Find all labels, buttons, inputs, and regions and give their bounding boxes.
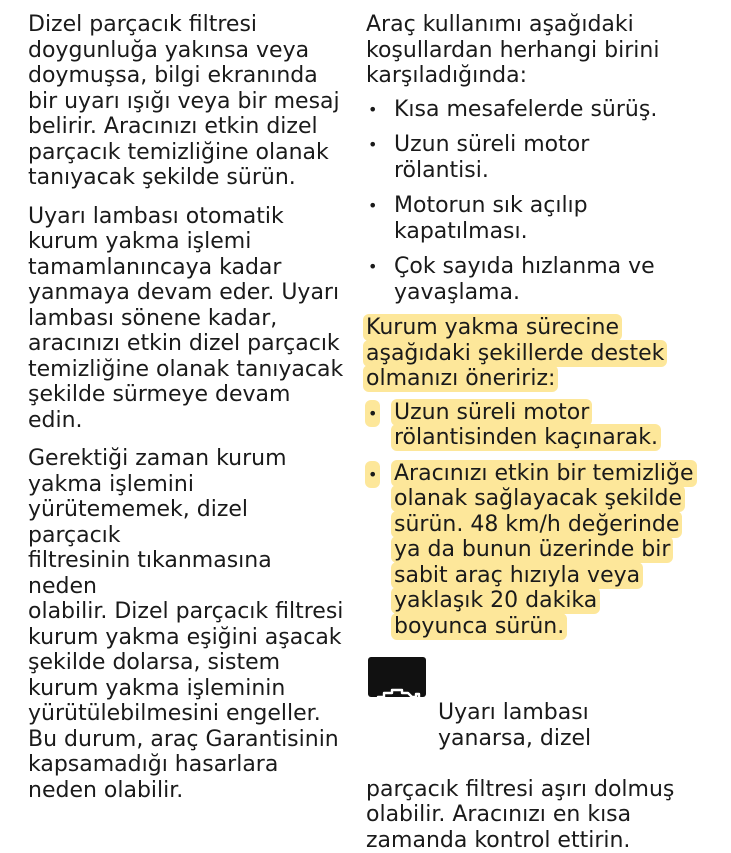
bullet-icon: •	[365, 400, 380, 428]
bullet-icon: •	[368, 196, 378, 215]
list-item: • Çok sayıda hızlanma ve yavaşlama.	[368, 254, 655, 305]
highlighted-recommendations	[366, 315, 711, 639]
warning-note	[366, 649, 711, 853]
bullet-icon: •	[368, 257, 378, 276]
list-item: • Motorun sık açılıp kapatılması.	[368, 193, 588, 244]
right-column	[366, 0, 711, 853]
warning-text-first: Uyarı lambası yanarsa, dizel	[438, 700, 592, 751]
paragraph-dpf-saturation: Dizel parçacık filtresi doygunluğa yakınsa veya doymuşsa, bilgi ekranında bir uyarı ışığı veya bir mesaj belirir. Aracınızı etkin dizel parçacık temizliğine olanak tanıyacak şekilde sürün.	[28, 12, 340, 190]
left-column	[28, 0, 346, 816]
bullet-icon: •	[365, 461, 380, 489]
conditions-list	[366, 97, 711, 306]
conditions-intro: Araç kullanımı aşağıdaki koşullardan herhangi birini karşıladığında:	[366, 12, 660, 88]
paragraph-clogging-risk: Gerektiği zaman kurum yakma işlemini yürütememek, dizel parçacık filtresinin tıkanmasına neden olabilir. Dizel parçacık filtresi kurum yakma eşiğini aşacak şekilde dolarsa, sistem kurum yakma işleminin yürütülebilmesini engeller. Bu durum, araç Garantisinin kapsamadığı hasarlara neden olabilir.	[28, 446, 344, 803]
bullet-icon: •	[368, 135, 378, 154]
recommendations-list	[366, 400, 711, 640]
bullet-icon: •	[368, 99, 378, 119]
recommendation-intro: Kurum yakma sürecine aşağıdaki şekillerde destek olmanızı öneririz:	[366, 315, 711, 392]
warning-text: parçacık filtresi aşırı dolmuş olabilir. Aracınızı en kısa zamanda kontrol ettirin.	[366, 776, 675, 853]
list-item: • Uzun süreli motor rölantisinden kaçınarak.	[366, 400, 711, 451]
list-item: • Kısa mesafelerde sürüş.	[368, 96, 658, 122]
engine-warning-icon	[368, 657, 426, 697]
list-item: • Uzun süreli motor rölantisi.	[368, 132, 590, 183]
paragraph-warning-lamp: Uyarı lambası otomatik kurum yakma işlemi tamamlanıncaya kadar yanmaya devam eder. Uyarı lambası sönene kadar, aracınızı etkin dizel parçacık temizliğine olanak tanıyacak şekilde sürmeye devam edin.	[28, 203, 344, 433]
list-item: • Aracınızı etkin bir temizliğe olanak sağlayacak şekilde sürün. 48 km/h değerinde ya da bunun üzerinde bir sabit araç hızıyla veya yaklaşık 20 dakika boyunca sürün.	[366, 461, 711, 640]
